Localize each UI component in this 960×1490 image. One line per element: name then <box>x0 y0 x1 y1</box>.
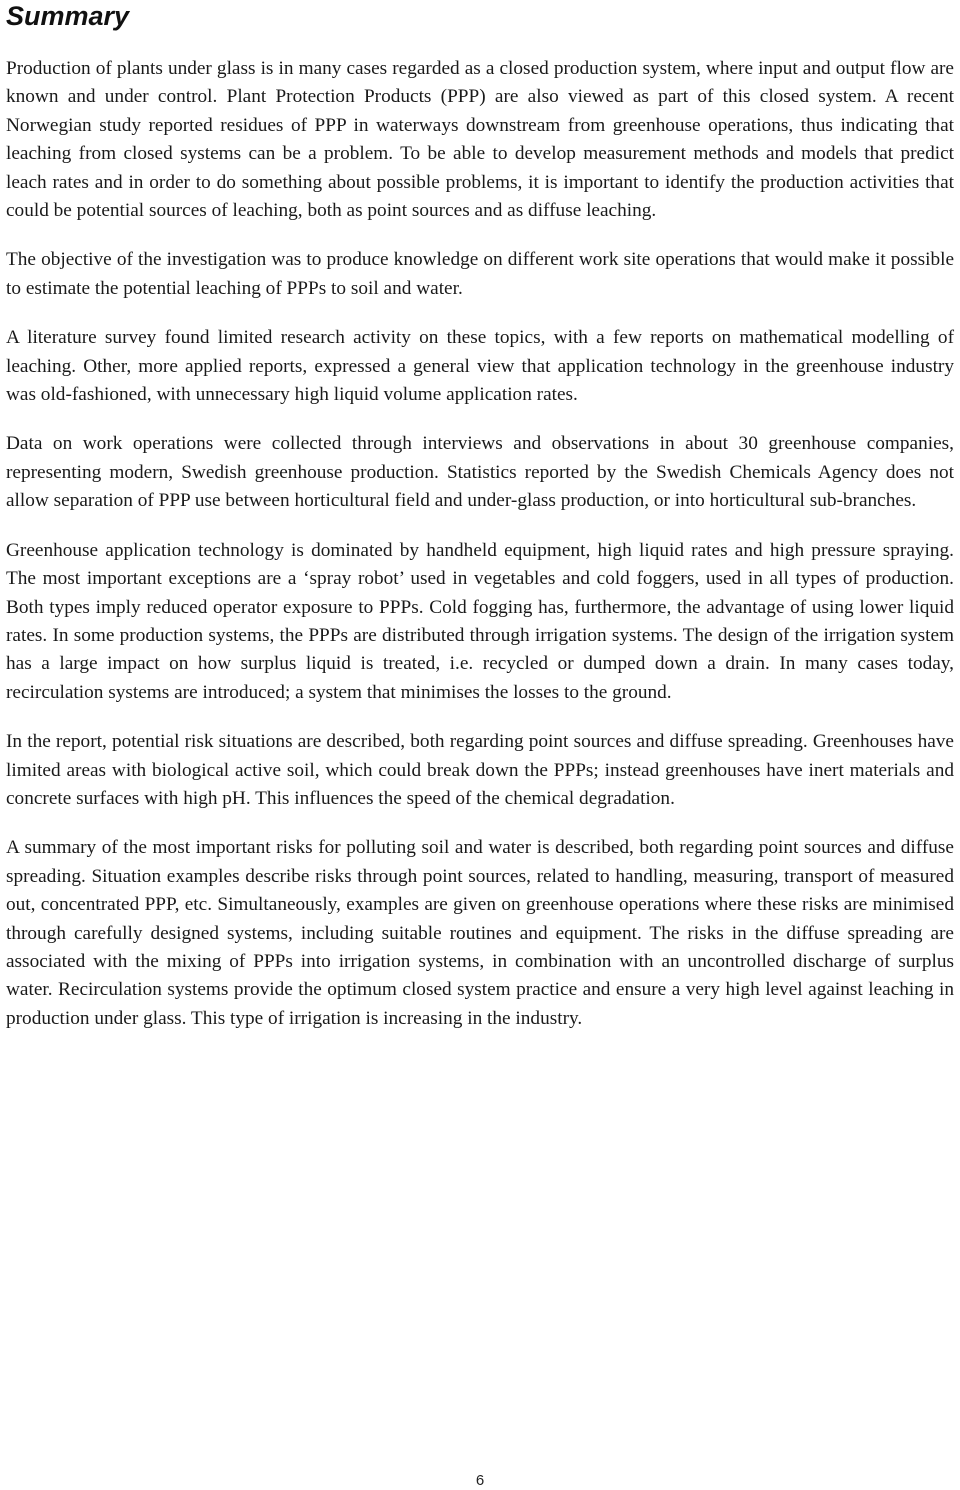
document-page <box>6 0 954 1054</box>
paragraph-intro: Production of plants under glass is in many cases regarded as a closed production system, where input and output flow are known and under control. Plant Protection Products (PPP) are also viewed as part of this closed system. A recent Norwegian study reported residues of PPP in waterways downstream from greenhouse operations, thus indicating that leaching from closed systems can be a problem. To be able to develop measurement methods and models that predict leach rates and in order to do something about possible problems, it is important to identify the production activities that could be potential sources of leaching, both as point sources and as diffuse leaching. <box>6 58 954 222</box>
paragraph-risk-situations: In the report, potential risk situations are described, both regarding point sources and diffuse spreading. Greenhouses have limited areas with biological active soil, which could break down the PPPs; instead greenhouses have inert materials and concrete surfaces with high pH. This influences the speed of the chemical degradation. <box>6 731 954 809</box>
page-number: 6 <box>475 1472 485 1489</box>
paragraph-application-technology: Greenhouse application technology is dominated by handheld equipment, high liquid rates and high pressure spraying. The most important exceptions are a ‘spray robot’ used in vegetables and cold foggers, used in all types of production. Both types imply reduced operator exposure to PPPs. Cold fogging has, furthermore, the advantage of using lower liquid rates. In some production systems, the PPPs are distributed through irrigation systems. The design of the irrigation system has a large impact on how surplus liquid is treated, i.e. recycled or dumped down a drain. In many cases today, recirculation systems are introduced; a system that minimises the losses to the ground. <box>6 539 954 703</box>
paragraph-risk-summary: A summary of the most important risks for polluting soil and water is described, both regarding point sources and diffuse spreading. Situation examples describe risks through point sources, related to handling, measuring, transport of measured out, concentrated PPP, etc. Simultaneously, examples are given on greenhouse operations where these risks are minimised through carefully designed systems, including suitable routines and equipment. The risks in the diffuse spreading are associated with the mixing of PPPs into irrigation systems, in combination with an uncontrolled discharge of surplus water. Recirculation systems provide the optimum closed system practice and ensure a very high level against leaching in production under glass. This type of irrigation is increasing in the industry. <box>6 837 954 1029</box>
section-heading: Summary <box>6 1 130 31</box>
paragraph-objective: The objective of the investigation was to produce knowledge on different work site operations that would make it possible to estimate the potential leaching of PPPs to soil and water. <box>6 249 954 299</box>
summary-body <box>6 55 954 1033</box>
paragraph-data-collection: Data on work operations were collected through interviews and observations in about 30 greenhouse companies, representing modern, Swedish greenhouse production. Statistics reported by the Swedish Chemicals Agency does not allow separation of PPP use between horticultural field and under-glass production, or into horticultural sub-branches. <box>6 433 954 512</box>
paragraph-literature: A literature survey found limited research activity on these topics, with a few reports on mathematical modelling of leaching. Other, more applied reports, expressed a general view that application technology in the greenhouse industry was old-fashioned, with unnecessary high liquid volume application rates. <box>6 327 954 406</box>
